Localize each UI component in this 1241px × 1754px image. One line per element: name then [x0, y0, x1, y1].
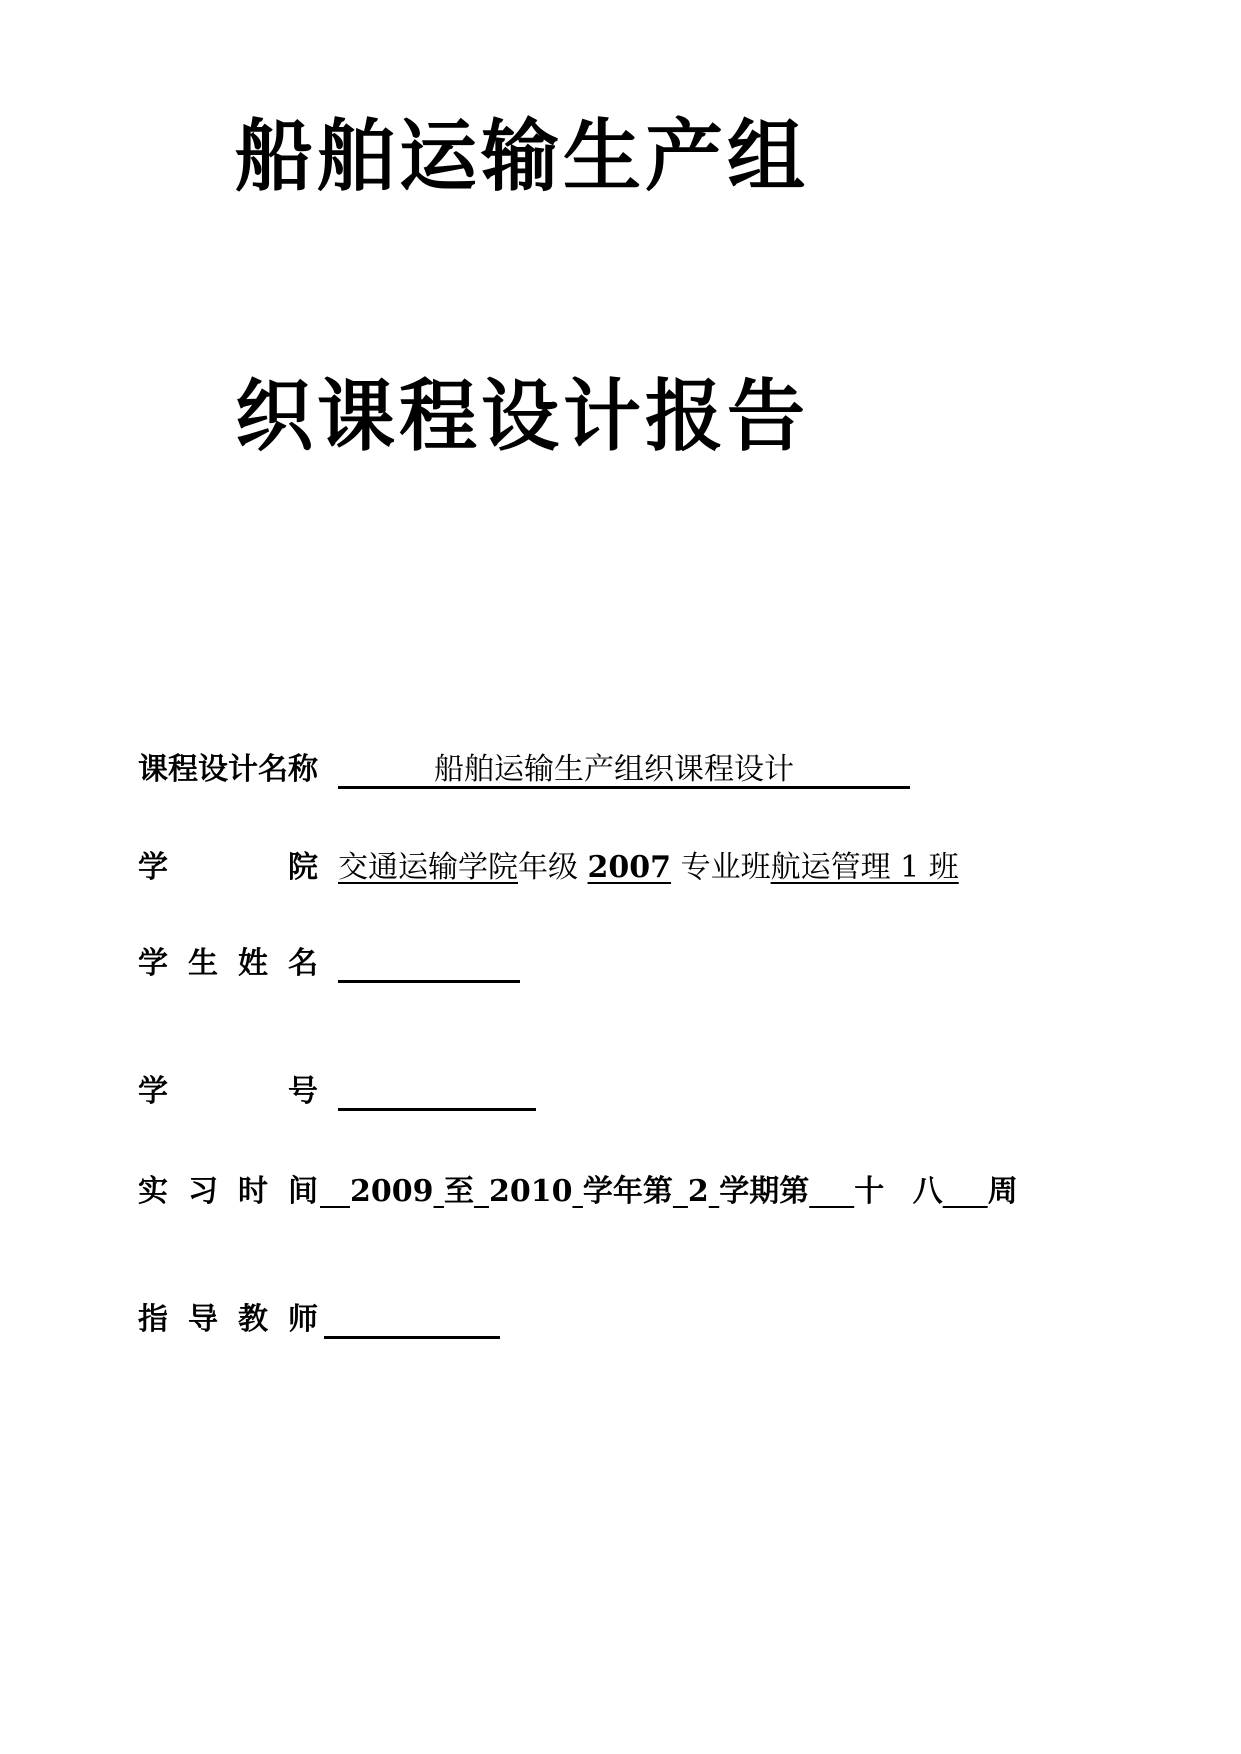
college-label-char-2: 院: [288, 850, 318, 885]
to-word: 至: [443, 1174, 474, 1209]
term-value: 2: [687, 1174, 709, 1209]
week-value: 十 八: [854, 1174, 943, 1209]
report-title-line-2: 织课程设计报告: [235, 372, 810, 462]
course-name-value: 船舶运输生产组织课程设计: [434, 752, 794, 787]
major-value: 航运管理 1 班: [770, 850, 959, 885]
student-id-underline: [338, 1108, 536, 1111]
student-id-label-char-1: 学: [138, 1074, 168, 1109]
college-value: 交通运输学院: [338, 850, 518, 885]
course-name-label: 课程设计名称: [138, 752, 318, 787]
year-to: 2010: [488, 1174, 573, 1209]
week-word: 周: [987, 1174, 1018, 1209]
report-title-line-1: 船舶运输生产组: [235, 112, 810, 202]
internship-time-label: 实习时间: [138, 1174, 338, 1209]
year-from: 2009: [350, 1174, 434, 1209]
student-name-underline: [338, 980, 520, 983]
major-label: 专业班: [680, 850, 771, 885]
grade-label: 年级: [518, 850, 578, 885]
grade-value: 2007: [587, 850, 672, 885]
year-word: 学年第: [582, 1174, 673, 1209]
student-name-label: 学生姓名: [138, 946, 338, 981]
college-label-char-1: 学: [138, 850, 168, 885]
advisor-label: 指导教师: [138, 1302, 338, 1337]
term-word: 学期第: [719, 1174, 810, 1209]
student-id-label-char-2: 号: [288, 1074, 318, 1109]
advisor-underline: [324, 1336, 500, 1339]
